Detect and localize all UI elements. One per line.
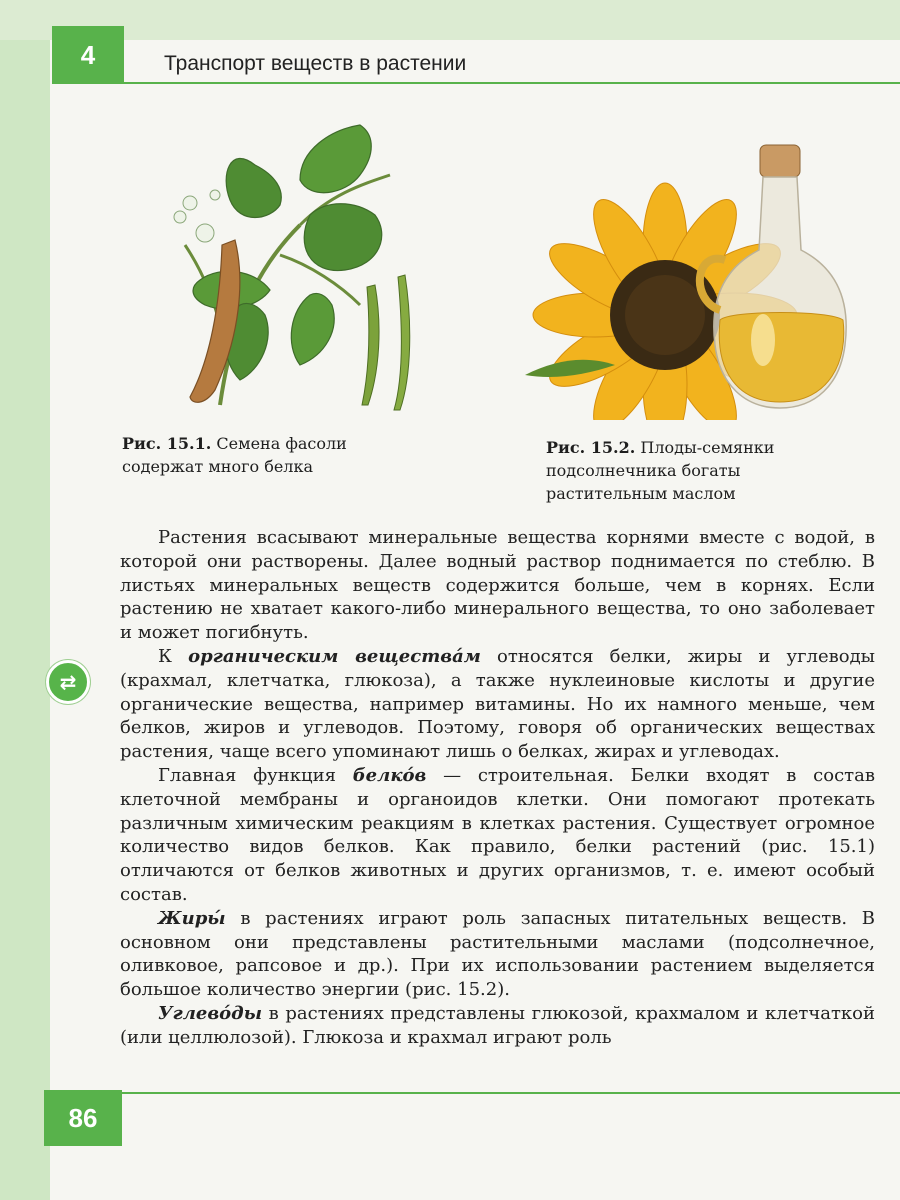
chapter-number-box: 4 [52,26,124,84]
page-number: 86 [44,1090,122,1146]
left-margin-band [0,0,50,1200]
text-run: в растениях играют роль запасных питательных веществ. В основном они представлены растительными маслами (подсолнечное, оливковое, рапсовое и др.). При их использовании растением выделяется большое количество энергии (рис. 15.2). [120,907,875,1001]
bean-plant-illustration [160,105,435,425]
text-run: — строительная. Белки входят в состав клеточной мембраны и органоидов клетки. Они помогают протекать различным химическим реакциям в клетках растения. Существует огромное количество видов белков. Как правило, белки растений (рис. 15.1) отличаются от белков животных и других организмов, т. е. имеют особый состав. [120,764,875,905]
caption-line: подсолнечника богаты [546,461,741,480]
text-run: К [158,645,189,667]
text-run: Главная функция [158,764,353,786]
text-run: относятся белки, жиры и углеводы (крахмал, клетчатка, глюкоза), а также нуклеиновые кислоты и другие органические вещества, например витамины. Но их намного меньше, чем белков, жиров и углеводов. Поэтому, говоря об органических веществах растения, чаще всего упоминают лишь о белках, жирах и углеводах. [120,645,876,763]
term-organic-substances: органическим веществáм [188,645,481,667]
term-carbohydrates: Углевóды [158,1002,263,1024]
caption-line: Плоды-семянки [640,438,775,457]
paragraph-proteins [120,764,875,907]
body-text [120,526,875,1050]
paragraph-organic-substances [120,645,875,764]
header-rule [124,82,900,84]
caption-line: Семена фасоли [216,434,347,453]
paragraph-fats [120,907,875,1002]
figure-caption-15-1 [122,432,347,478]
term-fats: Жиры́ [158,907,226,929]
figure-label: Рис. 15.2. [546,438,636,457]
cross-reference-icon: ⇄ [46,660,90,704]
chapter-title: Транспорт веществ в растении [164,52,467,75]
paragraph-minerals: Растения всасывают минеральные вещества корнями вместе с водой, в которой они растворены. Далее водный раствор поднимается по стеблю. В листьях минеральных веществ содержится больше, чем в корнях. Если растению не хватает какого-либо минерального вещества, то оно заболевает и может погибнуть. [120,527,875,644]
figure-caption-15-2 [546,436,774,505]
footer-rule [118,1092,900,1094]
caption-line: растительным маслом [546,484,736,503]
text-run: в растениях представлены глюкозой, крахмалом и клетчаткой (или целлюлозой). Глюкоза и крахмал играют роль [120,1002,875,1048]
top-margin-band [0,0,900,40]
sunflower-oil-illustration [515,140,860,420]
caption-line: содержат много белка [122,457,313,476]
term-proteins: белкóв [352,764,427,786]
paragraph-carbohydrates [120,1002,875,1050]
figure-label: Рис. 15.1. [122,434,212,453]
